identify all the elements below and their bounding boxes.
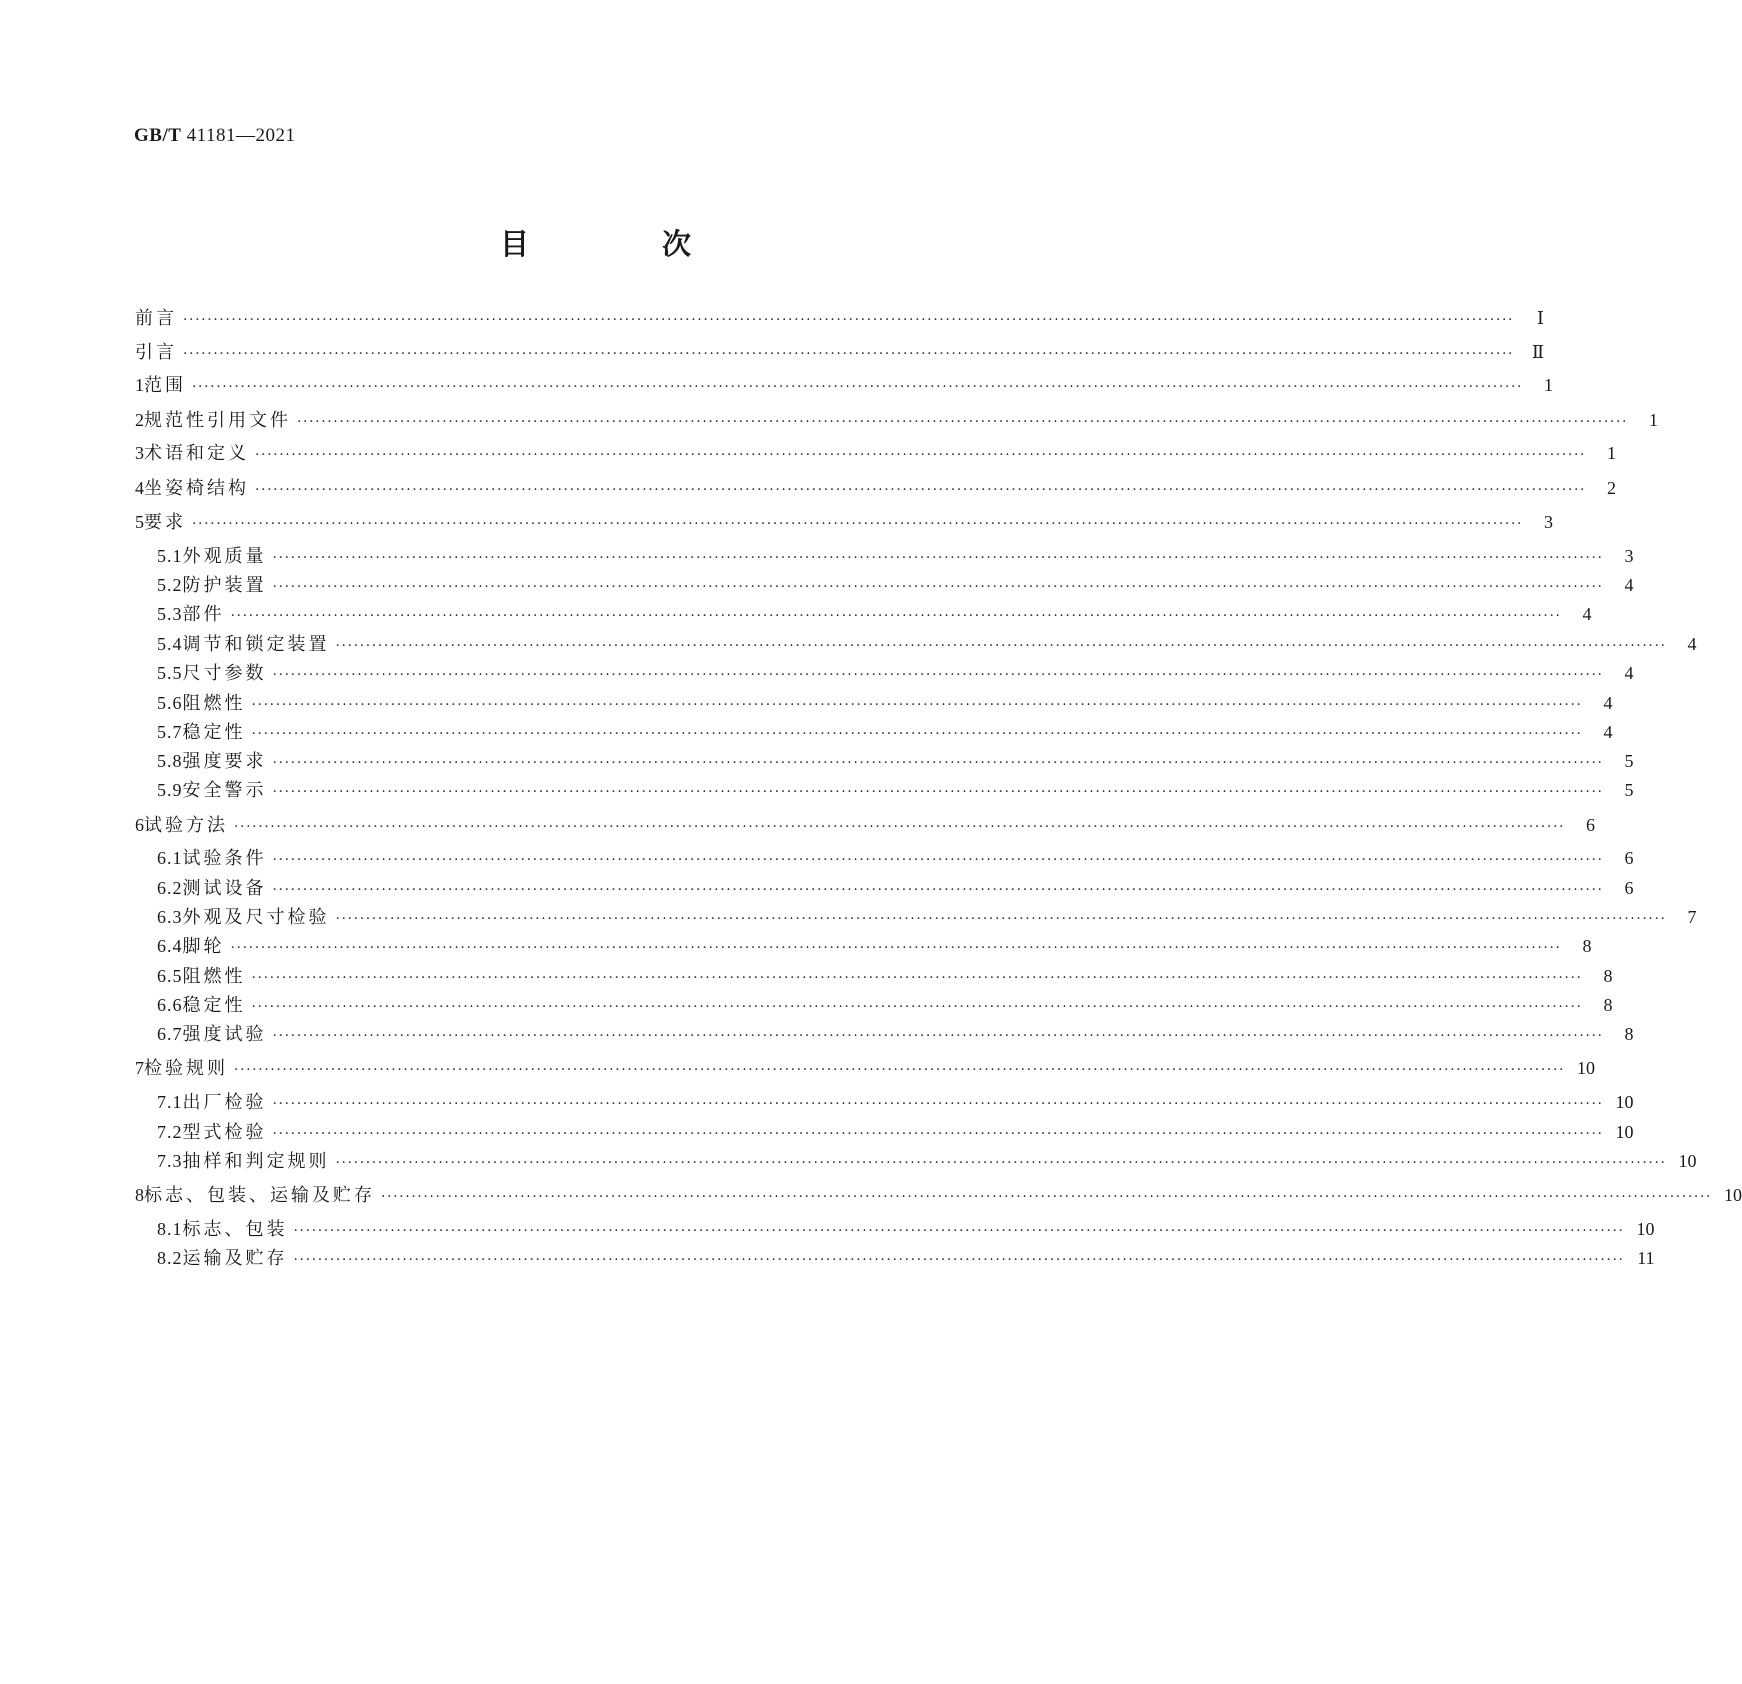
toc-entry-number: 7.3	[157, 1151, 183, 1171]
toc-entry-page: 7	[1687, 907, 1697, 927]
toc-entry-label: 部件	[182, 604, 225, 625]
standard-code-number: 41181—2021	[186, 125, 296, 146]
toc-entry-label: 外观质量	[182, 546, 267, 567]
toc-entry-number: 5.1	[157, 546, 183, 566]
toc-leader-dots: ····························································································································································································································	[183, 346, 1515, 362]
toc-entry[interactable]	[157, 992, 1613, 1018]
toc-entry[interactable]	[157, 660, 1634, 686]
toc-entry[interactable]	[135, 339, 1545, 365]
toc-entry-label: 要求	[144, 512, 186, 533]
toc-entry-number: 5.3	[157, 604, 183, 624]
toc-entry-label: 坐姿椅结构	[144, 478, 249, 499]
toc-entry-label: 抽样和判定规则	[182, 1151, 330, 1172]
toc-entry[interactable]	[157, 1148, 1697, 1174]
toc-entry-number: 4	[135, 478, 144, 498]
toc-entry-number: 1	[135, 375, 144, 395]
toc-entry-number: 5.2	[157, 575, 183, 595]
toc-entry-label: 规范性引用文件	[144, 410, 291, 431]
toc-entry-label: 强度试验	[182, 1024, 267, 1045]
toc-entry-number: 6.2	[157, 878, 183, 898]
toc-leader-dots: ····························································································································································································································	[335, 911, 1667, 927]
toc-leader-dots: ····························································································································································································································	[272, 579, 1604, 595]
toc-entry[interactable]	[135, 440, 1617, 466]
toc-leader-dots: ····························································································································································································································	[251, 697, 1583, 713]
toc-entry-number: 6.6	[157, 995, 183, 1015]
toc-entry-page: 4	[1687, 634, 1697, 654]
toc-entry-page: 2	[1607, 478, 1617, 498]
toc-title: 目 次	[499, 227, 743, 261]
toc-entry[interactable]	[135, 475, 1617, 501]
toc-entry-label: 防护装置	[182, 575, 267, 596]
toc-entry-page: Ⅰ	[1536, 308, 1545, 328]
toc-entry-number: 5.5	[157, 663, 183, 683]
toc-entry-label: 检验规则	[144, 1058, 228, 1079]
toc-entry-label: 引言	[135, 342, 177, 363]
toc-entry[interactable]	[135, 1182, 1742, 1208]
toc-leader-dots: ····························································································································································································································	[272, 550, 1604, 566]
toc-entry-page: 8	[1603, 995, 1613, 1015]
toc-leader-dots: ····························································································································································································································	[255, 447, 1587, 463]
toc-entry-label: 稳定性	[182, 722, 246, 743]
toc-entry-page: 5	[1624, 780, 1634, 800]
toc-entry-page: 10	[1724, 1185, 1742, 1205]
toc-entry-page: 4	[1624, 663, 1634, 683]
toc-leader-dots: ····························································································································································································································	[251, 970, 1583, 986]
toc-entry-page: 4	[1624, 575, 1634, 595]
toc-entry-number: 3	[135, 443, 144, 463]
toc-entry-number: 6.7	[157, 1024, 183, 1044]
toc-leader-dots: ····························································································································································································································	[255, 482, 1587, 498]
toc-entry-page: 6	[1586, 815, 1596, 835]
toc-entry-page: 8	[1603, 966, 1613, 986]
toc-entry-number: 5.7	[157, 722, 183, 742]
toc-entry-page: 1	[1649, 410, 1659, 430]
toc-leader-dots: ····························································································································································································································	[251, 726, 1583, 742]
toc-entry-page: 6	[1624, 878, 1634, 898]
toc-entry-page: 8	[1624, 1024, 1634, 1044]
toc-entry-number: 2	[135, 410, 144, 430]
toc-entry-label: 标志、包装	[182, 1219, 288, 1240]
toc-entry-label: 前言	[135, 308, 177, 329]
toc-leader-dots: ····························································································································································································································	[272, 1028, 1604, 1044]
toc-entry-label: 试验方法	[144, 815, 228, 836]
toc-entry-number: 6.5	[157, 966, 183, 986]
toc-entry-number: 6.1	[157, 848, 183, 868]
toc-entry[interactable]	[157, 1021, 1634, 1047]
toc-entry-page: 8	[1582, 936, 1592, 956]
toc-entry[interactable]	[135, 407, 1659, 433]
toc-entry[interactable]	[135, 305, 1545, 331]
toc-entry-label: 稳定性	[182, 995, 246, 1016]
toc-entry[interactable]	[157, 1216, 1655, 1242]
toc-entry-number: 5.8	[157, 751, 183, 771]
toc-entry-number: 7.2	[157, 1122, 183, 1142]
toc-leader-dots: ····························································································································································································································	[192, 379, 1524, 395]
toc-entry[interactable]	[157, 1089, 1634, 1115]
toc-leader-dots: ····························································································································································································································	[272, 667, 1604, 683]
toc-entry-number: 8	[135, 1185, 144, 1205]
toc-leader-dots: ····························································································································································································································	[335, 1155, 1667, 1171]
toc-entry[interactable]	[135, 812, 1596, 838]
toc-entry-page: 10	[1615, 1122, 1634, 1142]
toc-entry-label: 强度要求	[182, 751, 267, 772]
toc-entry-label: 安全警示	[182, 780, 267, 801]
toc-entry-label: 标志、包装、运输及贮存	[144, 1185, 375, 1206]
toc-entry[interactable]	[157, 631, 1697, 657]
toc-entry[interactable]	[157, 601, 1592, 627]
toc-entry[interactable]	[157, 875, 1634, 901]
toc-entry[interactable]	[157, 1245, 1655, 1271]
toc-entry[interactable]	[157, 572, 1634, 598]
toc-entry-label: 试验条件	[182, 848, 267, 869]
toc-entry[interactable]	[135, 1055, 1596, 1081]
toc-entry-page: 10	[1678, 1151, 1697, 1171]
toc-leader-dots: ····························································································································································································································	[335, 638, 1667, 654]
toc-leader-dots: ····························································································································································································································	[183, 312, 1515, 328]
toc-leader-dots: ····························································································································································································································	[272, 882, 1604, 898]
toc-leader-dots: ····························································································································································································································	[272, 1126, 1604, 1142]
toc-entry-label: 型式检验	[182, 1122, 267, 1143]
toc-leader-dots: ····························································································································································································································	[272, 755, 1604, 771]
toc-entry[interactable]	[157, 719, 1613, 745]
toc-entry-number: 6	[135, 815, 144, 835]
toc-entry-number: 6.4	[157, 936, 183, 956]
toc-leader-dots: ····························································································································································································································	[293, 1252, 1625, 1268]
toc-entry-label: 调节和锁定装置	[182, 634, 330, 655]
toc-entry-label: 出厂检验	[182, 1092, 267, 1113]
toc-leader-dots: ····························································································································································································································	[230, 940, 1562, 956]
toc-entry[interactable]	[157, 777, 1634, 803]
toc-entry-label: 阻燃性	[182, 966, 246, 987]
toc-entry[interactable]	[157, 748, 1634, 774]
toc-entry-page: 11	[1637, 1248, 1655, 1268]
toc-entry-number: 5.9	[157, 780, 183, 800]
toc-leader-dots: ····························································································································································································································	[293, 1223, 1625, 1239]
toc-entry-page: 10	[1577, 1058, 1596, 1078]
toc-entry-label: 脚轮	[182, 936, 225, 957]
toc-entry-label: 外观及尺寸检验	[182, 907, 330, 928]
toc-entry[interactable]	[157, 963, 1613, 989]
toc-entry-label: 运输及贮存	[182, 1248, 288, 1269]
toc-entry[interactable]	[157, 933, 1592, 959]
toc-entry-page: 3	[1544, 512, 1554, 532]
toc-entry-page: 10	[1615, 1092, 1634, 1112]
toc-entry[interactable]	[157, 543, 1634, 569]
toc-entry-number: 7	[135, 1058, 144, 1078]
toc-entry-number: 8.2	[157, 1248, 183, 1268]
toc-entry-number: 8.1	[157, 1219, 183, 1239]
toc-entry-page: 10	[1636, 1219, 1655, 1239]
toc-entry-label: 范围	[144, 375, 186, 396]
toc-entry-number: 7.1	[157, 1092, 183, 1112]
toc-entry-page: 5	[1624, 751, 1634, 771]
toc-leader-dots: ····························································································································································································································	[272, 1096, 1604, 1112]
toc-entry-number: 5.6	[157, 693, 183, 713]
toc-entry-page: 4	[1603, 722, 1613, 742]
toc-entry-label: 阻燃性	[182, 693, 246, 714]
standard-code-prefix: GB/T	[134, 125, 182, 146]
toc-leader-dots: ····························································································································································································································	[297, 414, 1629, 430]
toc-leader-dots: ····························································································································································································································	[230, 608, 1562, 624]
toc-entry[interactable]	[157, 904, 1697, 930]
toc-leader-dots: ····························································································································································································································	[251, 999, 1583, 1015]
toc-leader-dots: ····························································································································································································································	[381, 1189, 1713, 1205]
toc-entry-page: 4	[1603, 693, 1613, 713]
toc-leader-dots: ····························································································································································································································	[234, 1062, 1566, 1078]
toc-leader-dots: ····························································································································································································································	[272, 852, 1604, 868]
toc-entry[interactable]	[157, 690, 1613, 716]
toc-entry-label: 术语和定义	[144, 443, 249, 464]
toc-entry-page: 1	[1607, 443, 1617, 463]
toc-entry[interactable]	[135, 509, 1554, 535]
toc-entry-number: 5.4	[157, 634, 183, 654]
toc-entry-label: 尺寸参数	[182, 663, 267, 684]
toc-entry-number: 6.3	[157, 907, 183, 927]
toc-leader-dots: ····························································································································································································································	[234, 819, 1566, 835]
toc-entry[interactable]	[157, 1119, 1634, 1145]
toc-leader-dots: ····························································································································································································································	[272, 784, 1604, 800]
toc-entry[interactable]	[135, 372, 1554, 398]
toc-entry-page: 4	[1582, 604, 1592, 624]
toc-entry-label: 测试设备	[182, 878, 267, 899]
toc-entry-page: 6	[1624, 848, 1634, 868]
toc-leader-dots: ····························································································································································································································	[192, 516, 1524, 532]
toc-entry-page: 3	[1624, 546, 1634, 566]
toc-entry-page: 1	[1544, 375, 1554, 395]
toc-entry[interactable]	[157, 845, 1634, 871]
toc-entry-page: Ⅱ	[1531, 342, 1545, 362]
toc-entry-number: 5	[135, 512, 144, 532]
